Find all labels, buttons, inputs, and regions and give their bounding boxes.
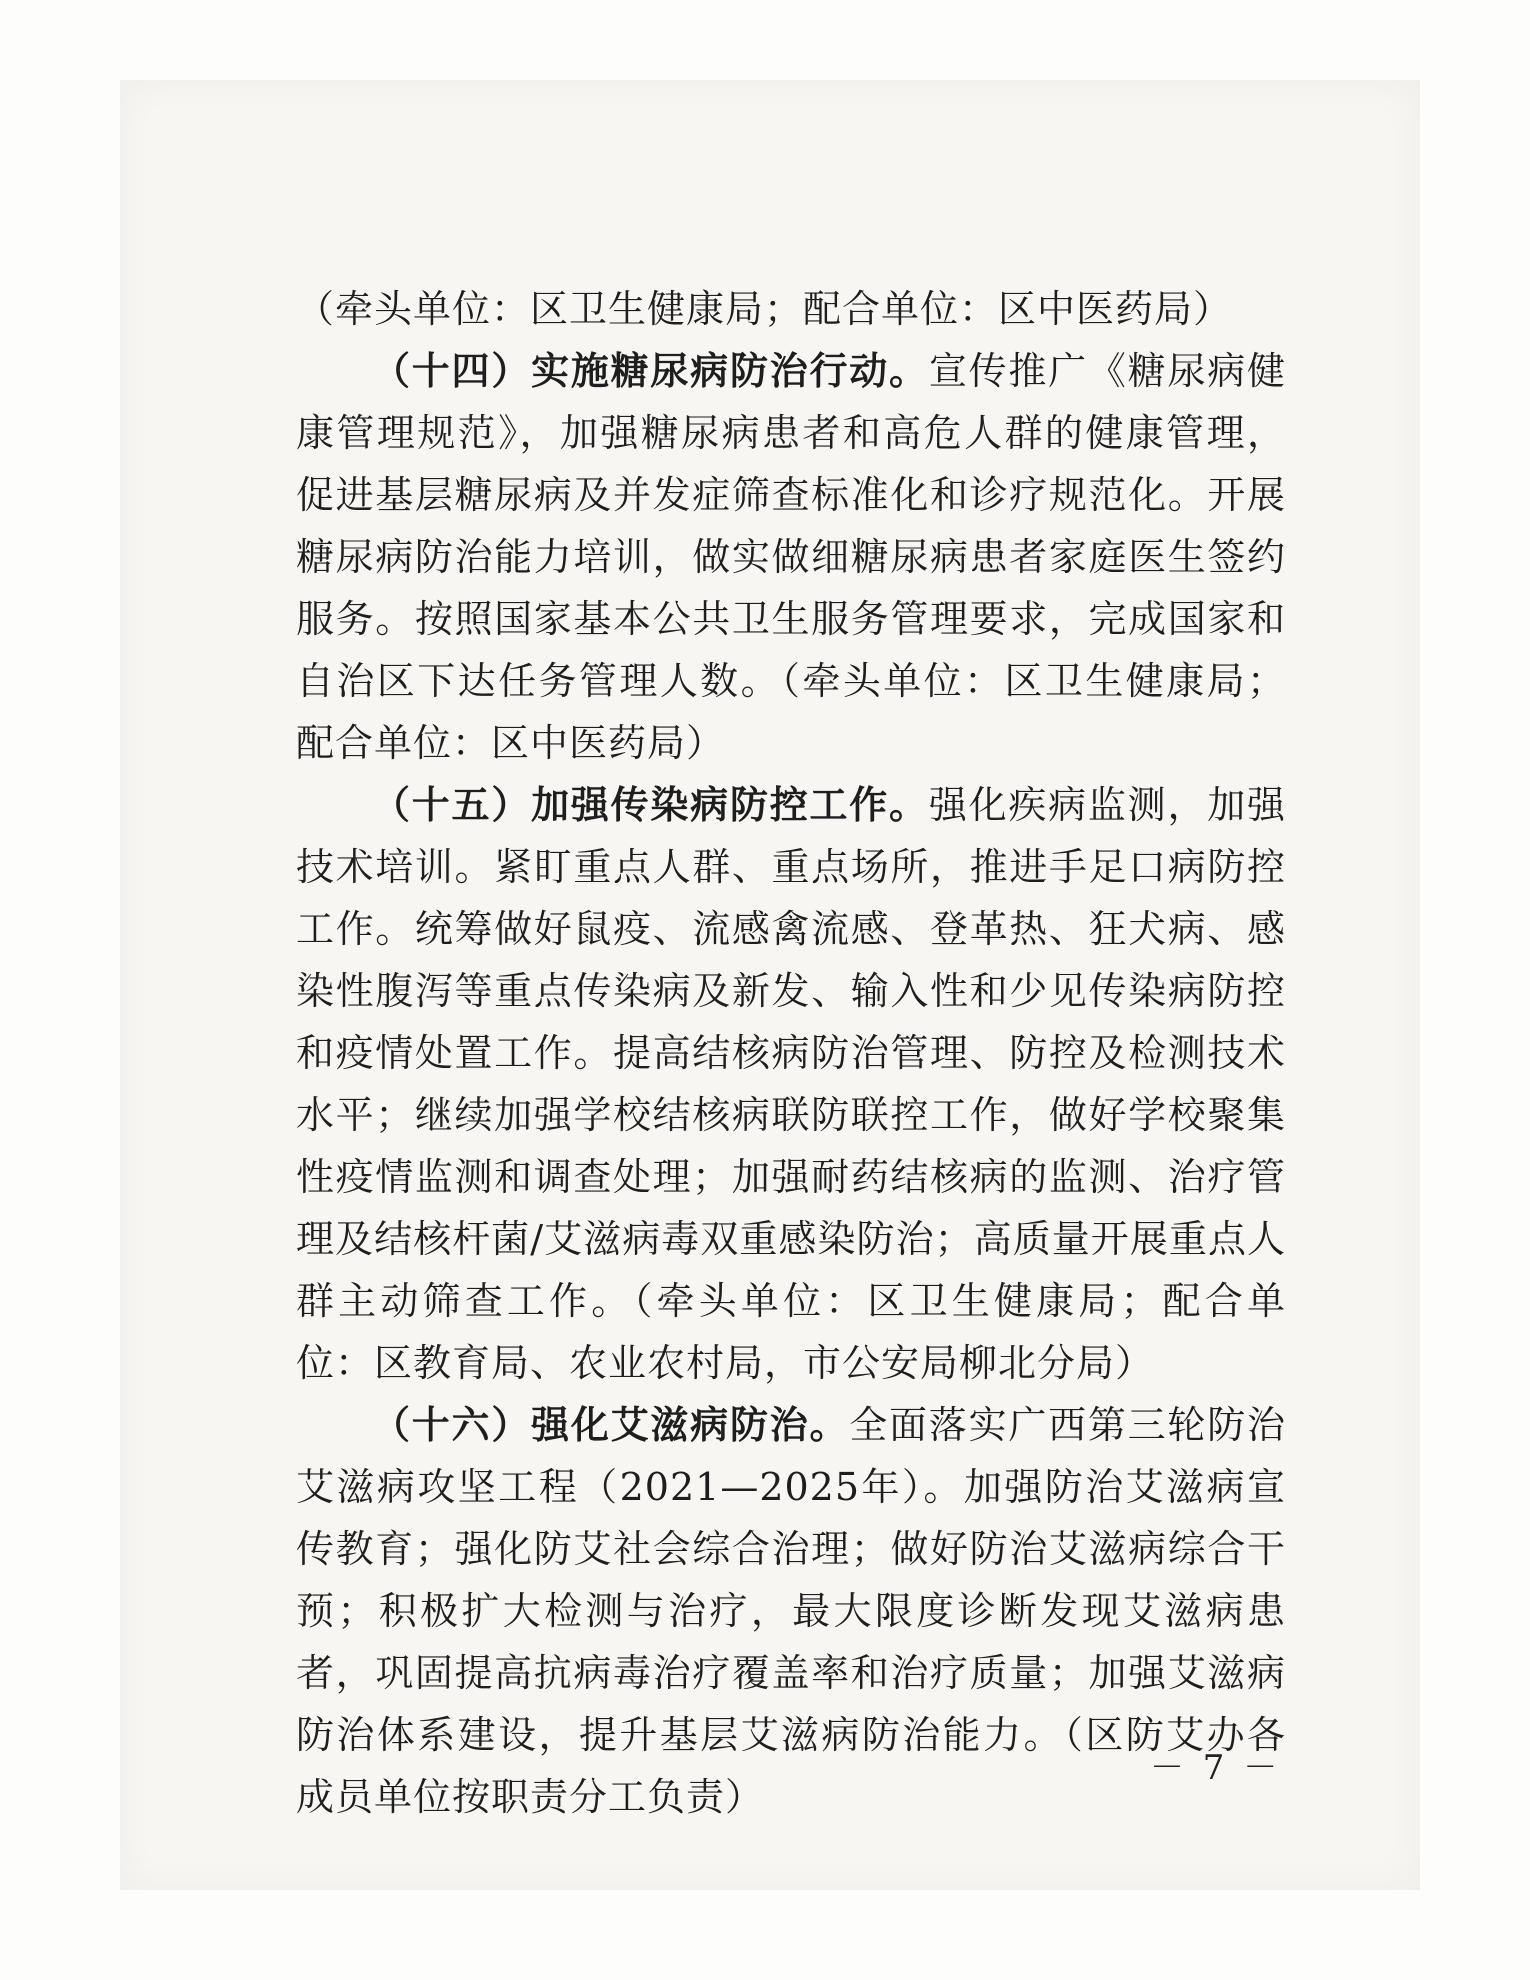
section-heading-15: （十五）加强传染病防控工作。 <box>372 783 929 827</box>
paragraph-text: （牵头单位：区卫生健康局；配合单位：区中医药局） <box>296 287 1233 331</box>
paragraph-lead-unit <box>296 278 1286 340</box>
paragraph-infectious-disease <box>296 774 1286 1394</box>
document-body <box>296 278 1286 1828</box>
paragraph-text: 强化疾病监测，加强技术培训。紧盯重点人群、重点场所，推进手足口病防控工作。统筹做好鼠疫、流感禽流感、登革热、狂犬病、感染性腹泻等重点传染病及新发、输入性和少见传染病防控和疫情处置工作。提高结核病防治管理、防控及检测技术水平；继续加强学校结核病联防联控工作，做好学校聚集性疫情监测和调查处理；加强耐药结核病的监测、治疗管理及结核杆菌/艾滋病毒双重感染防治；高质量开展重点人群主动筛查工作。（牵头单位：区卫生健康局；配合单位：区教育局、农业农村局，市公安局柳北分局） <box>296 783 1286 1385</box>
paragraph-text: 宣传推广《糖尿病健康管理规范》，加强糖尿病患者和高危人群的健康管理，促进基层糖尿病及并发症筛查标准化和诊疗规范化。开展糖尿病防治能力培训，做实做细糖尿病患者家庭医生签约服务。按照国家基本公共卫生服务管理要求，完成国家和自治区下达任务管理人数。（牵头单位：区卫生健康局；配合单位：区中医药局） <box>296 349 1286 765</box>
paragraph-text: 全面落实广西第三轮防治艾滋病攻坚工程（2021—2025年）。加强防治艾滋病宣传教育；强化防艾社会综合治理；做好防治艾滋病综合干预；积极扩大检测与治疗，最大限度诊断发现艾滋病患者，巩固提高抗病毒治疗覆盖率和治疗质量；加强艾滋病防治体系建设，提升基层艾滋病防治能力。（区防艾办各成员单位按职责分工负责） <box>296 1403 1286 1819</box>
page-number: － 7 － <box>1150 1748 1282 1788</box>
section-heading-14: （十四）实施糖尿病防治行动。 <box>372 349 929 393</box>
paragraph-diabetes <box>296 340 1286 774</box>
section-heading-16: （十六）强化艾滋病防治。 <box>372 1403 850 1447</box>
paragraph-aids <box>296 1394 1286 1828</box>
